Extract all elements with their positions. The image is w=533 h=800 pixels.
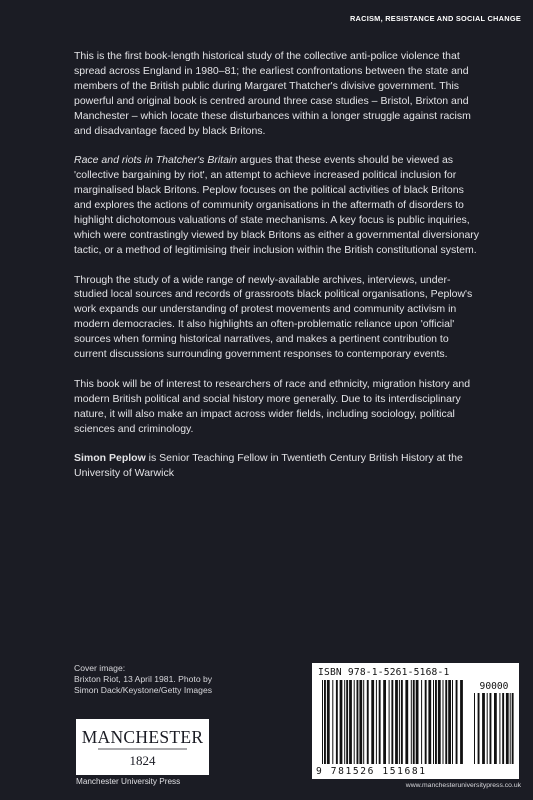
barcode-bar (443, 680, 444, 764)
barcode-bar (487, 693, 488, 764)
barcode-bar (324, 680, 326, 764)
blurb-paragraph-2 (74, 153, 484, 257)
publisher-url: www.manchesteruniversitypress.co.uk (405, 782, 521, 789)
barcode-bar (494, 693, 497, 764)
barcode-bar (371, 680, 374, 764)
logo-word: MANCHESTER (81, 727, 204, 747)
barcode-bar (413, 680, 415, 764)
blurb-paragraph-1: This is the first book-length historical study of the collective anti-police violence that spread across England in 1980–81; the earliest confrontations between the state and members of the British public during Margaret Thatcher's divisive government. This powerful and original book is centred around three case studies – Bristol, Brixton and Manchester – which locate these disturbances within a longer struggle against racism and disadvantage faced by black Britons. (74, 50, 471, 137)
barcode-bar (425, 680, 427, 764)
book-title-italic: Race and riots in Thatcher's Britain (74, 154, 238, 167)
credit-line-3: Simon Dack/Keystone/Getty Images (74, 685, 213, 696)
isbn-line (318, 667, 449, 678)
barcode-bar (499, 693, 500, 764)
barcode-bar (357, 680, 359, 764)
author-bio (74, 451, 484, 481)
barcode-bar (399, 680, 400, 764)
barcode-bar (474, 693, 475, 764)
series-title: RACISM, RESISTANCE AND SOCIAL CHANGE (349, 14, 521, 23)
barcode-bar (363, 680, 364, 764)
barcode-bar (456, 680, 458, 764)
barcode-bar (336, 680, 338, 764)
barcode-bar (478, 693, 480, 764)
barcode-bar (327, 680, 330, 764)
barcode-bar (346, 680, 348, 764)
barcode-bar (421, 680, 422, 764)
barcode-bar (389, 680, 390, 764)
barcode-bar (391, 680, 393, 764)
barcode-bar (448, 680, 451, 764)
barcode-bar (344, 680, 345, 764)
barcode-bar (379, 680, 381, 764)
barcode-bar (502, 693, 504, 764)
barcode-bar (438, 680, 441, 764)
credit-line-2: Brixton Riot, 13 April 1981. Photo by (74, 674, 213, 685)
barcode-graphic (318, 680, 514, 766)
ean-bars (322, 680, 463, 764)
blurb-paragraph-3: Through the study of a wide range of newly-available archives, interviews, under-studied local sources and records of grassroots black political organisations, Peplow's work expands our understanding of protest movements and community activism in modern democracies. It also highlights an often-problematic reliance upon 'official' sources when forming historical narratives, and makes a pertinent contribution to current discussions surrounding government responses to contemporary events. (74, 273, 473, 361)
blurb-paragraph-4: This book will be of interest to researchers of race and ethnicity, migration history and modern British political and social history more generally. Due to its interdisciplinary nature, it will also make an impact across wider fields, including sociology, political sciences and criminology. (74, 377, 471, 435)
barcode-bar (490, 693, 492, 764)
barcode-bar (376, 680, 377, 764)
barcode-bar (512, 693, 514, 764)
barcode-bar (401, 680, 403, 764)
price-code: 90000 (479, 681, 509, 692)
isbn-text: ISBN 978-1-5261-5168-1 (318, 667, 450, 678)
author-name: Simon Peplow (74, 452, 146, 465)
logo-year: 1824 (129, 753, 156, 768)
barcode-bar (349, 680, 352, 764)
barcode-bar (354, 680, 355, 764)
barcode-bar (510, 693, 511, 764)
barcode-bar (435, 680, 437, 764)
blurb-paragraph-2-rest: argues that these events should be viewed as 'collective bargaining by riot', an attempt to achieve increased political inclusion for marginalised black Britons. Peplow focuses on the political activities of black Britons and explores the actions of community organisations in the aftermath of disorders to highlight dichotomous valuations of state mechanisms. A key focus is public inquiries, which were contrastingly viewed by black Britons as either a governmental diversionary tactic, or a method of legitimising their inclusion within the British constitutional system. (74, 154, 480, 256)
barcode-bar (395, 680, 398, 764)
barcode-bar (322, 680, 323, 764)
barcode-bar (405, 680, 408, 764)
credit-line-1: Cover image: (74, 663, 126, 673)
barcode-bar (482, 693, 485, 764)
barcode-bar (367, 680, 369, 764)
barcode-bar (428, 680, 431, 764)
blurb-text (74, 49, 484, 496)
barcode-panel (312, 663, 519, 779)
barcode-bar (340, 680, 343, 764)
barcode-bar (359, 680, 362, 764)
publisher-name: Manchester University Press (76, 777, 181, 786)
barcode-bar (506, 693, 509, 764)
barcode-bar (383, 680, 386, 764)
barcode-bar (452, 680, 453, 764)
publisher-logo (76, 719, 209, 775)
barcode-bar (433, 680, 434, 764)
barcode-bar (411, 680, 412, 764)
barcode-bar (416, 680, 419, 764)
barcode-bar (460, 680, 463, 764)
barcode-bar (332, 680, 333, 764)
barcode-bar (445, 680, 447, 764)
cover-image-credit (74, 663, 212, 697)
ean-digits: 9 781526 151681 (316, 766, 427, 777)
price-addon-bars (474, 693, 514, 764)
author-bio-text: is Senior Teaching Fellow in Twentieth Century British History at the University of Warwick (74, 452, 463, 480)
